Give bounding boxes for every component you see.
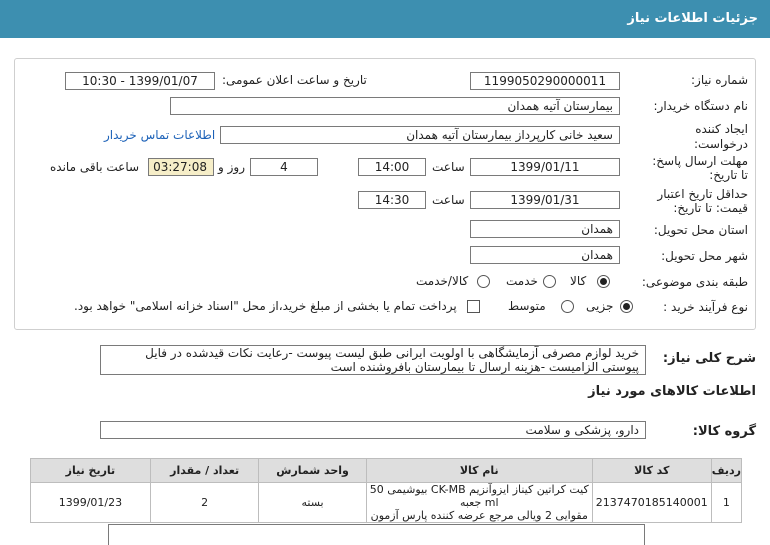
page-title: جزئیات اطلاعات نیاز	[627, 11, 758, 26]
deadline-time-field: 14:00	[358, 158, 426, 176]
col-name: نام کالا	[366, 459, 592, 483]
treasury-payment-note: پرداخت تمام یا بخشی از مبلغ خرید،از محل "اسناد خزانه اسلامی" خواهد بود.	[74, 299, 457, 313]
announce-field: 1399/01/07 - 10:30	[65, 72, 215, 90]
purchase-minor-label: جزیی	[586, 299, 614, 313]
city-field: همدان	[470, 246, 620, 264]
category-label: طبقه بندی موضوعی:	[641, 275, 748, 289]
row-name-line-1: کیت کراتین کیناز ایزوآنزیم CK-MB بیوشیمی 50 ml جعبه	[369, 483, 589, 509]
buyer-contact-link[interactable]: اطلاعات تماس خریدار	[104, 128, 216, 142]
validity-date-field: 1399/01/31	[470, 191, 620, 209]
row-index: 1	[711, 483, 741, 523]
validity-label-1: حداقل تاریخ اعتبار	[657, 187, 748, 201]
purchase-medium-label: متوسط	[508, 299, 546, 313]
deadline-label-2: تا تاریخ:	[709, 168, 748, 182]
purchase-label: نوع فرآیند خرید :	[663, 300, 748, 314]
description-label: شرح کلی نیاز:	[662, 351, 756, 366]
treasury-payment-checkbox[interactable]	[467, 300, 480, 313]
need-number-label: شماره نیاز:	[691, 73, 748, 87]
creator-label-2: درخواست:	[694, 137, 748, 151]
days-label: روز و	[218, 160, 245, 174]
province-field: همدان	[470, 220, 620, 238]
row-qty: 2	[150, 483, 259, 523]
goods-table-header	[31, 459, 742, 483]
validity-label-2: قیمت: تا تاریخ:	[673, 201, 748, 215]
row-name-line-2: مقوایی 2 ویالی مرجع عرضه کننده پارس آزمون	[370, 509, 588, 522]
notes-field	[108, 524, 645, 545]
page-header	[0, 0, 770, 38]
goods-table	[30, 458, 742, 523]
remaining-label: ساعت باقی مانده	[50, 160, 140, 174]
province-label: استان محل تحویل:	[653, 223, 748, 237]
col-code: کد کالا	[592, 459, 711, 483]
category-goods-label: کالا	[570, 274, 587, 288]
row-code: 2137470185140001	[592, 483, 711, 523]
creator-label-1: ایجاد کننده	[695, 122, 748, 136]
deadline-label-1: مهلت ارسال پاسخ:	[652, 154, 748, 168]
deadline-date-field: 1399/01/11	[470, 158, 620, 176]
validity-time-label: ساعت	[432, 193, 465, 207]
goods-group-label: گروه کالا:	[692, 424, 756, 439]
category-both-radio[interactable]	[477, 275, 490, 288]
row-unit: بسته	[259, 483, 366, 523]
table-row	[31, 483, 742, 523]
row-name	[366, 483, 592, 523]
remaining-time-field: 03:27:08	[148, 158, 214, 176]
category-both-label: کالا/خدمت	[416, 274, 469, 288]
buyer-field: بیمارستان آتیه همدان	[170, 97, 620, 115]
col-qty: تعداد / مقدار	[150, 459, 259, 483]
goods-section-title: اطلاعات کالاهای مورد نیاز	[588, 384, 756, 399]
category-goods-radio[interactable]	[597, 275, 610, 288]
purchase-medium-radio[interactable]	[561, 300, 574, 313]
purchase-minor-radio[interactable]	[620, 300, 633, 313]
col-unit: واحد شمارش	[259, 459, 366, 483]
days-field: 4	[250, 158, 318, 176]
buyer-label: نام دستگاه خریدار:	[653, 99, 748, 113]
description-field: خرید لوازم مصرفی آزمایشگاهی با اولویت ایرانی طبق لیست پیوست -رعایت نکات قیدشده در فایل پیوستی الزامیست -هزینه ارسال تا بیمارستان بافروشنده است	[100, 345, 646, 375]
col-index: ردیف	[711, 459, 741, 483]
validity-time-field: 14:30	[358, 191, 426, 209]
deadline-time-label: ساعت	[432, 160, 465, 174]
category-service-radio[interactable]	[543, 275, 556, 288]
col-date: تاریخ نیاز	[31, 459, 151, 483]
row-date: 1399/01/23	[31, 483, 151, 523]
need-number-field: 1199050290000011	[470, 72, 620, 90]
goods-group-field: دارو، پزشکی و سلامت	[100, 421, 646, 439]
announce-label: تاریخ و ساعت اعلان عمومی:	[222, 73, 367, 87]
city-label: شهر محل تحویل:	[661, 249, 748, 263]
creator-field: سعید خانی کارپرداز بیمارستان آتیه همدان	[220, 126, 620, 144]
category-service-label: خدمت	[506, 274, 538, 288]
